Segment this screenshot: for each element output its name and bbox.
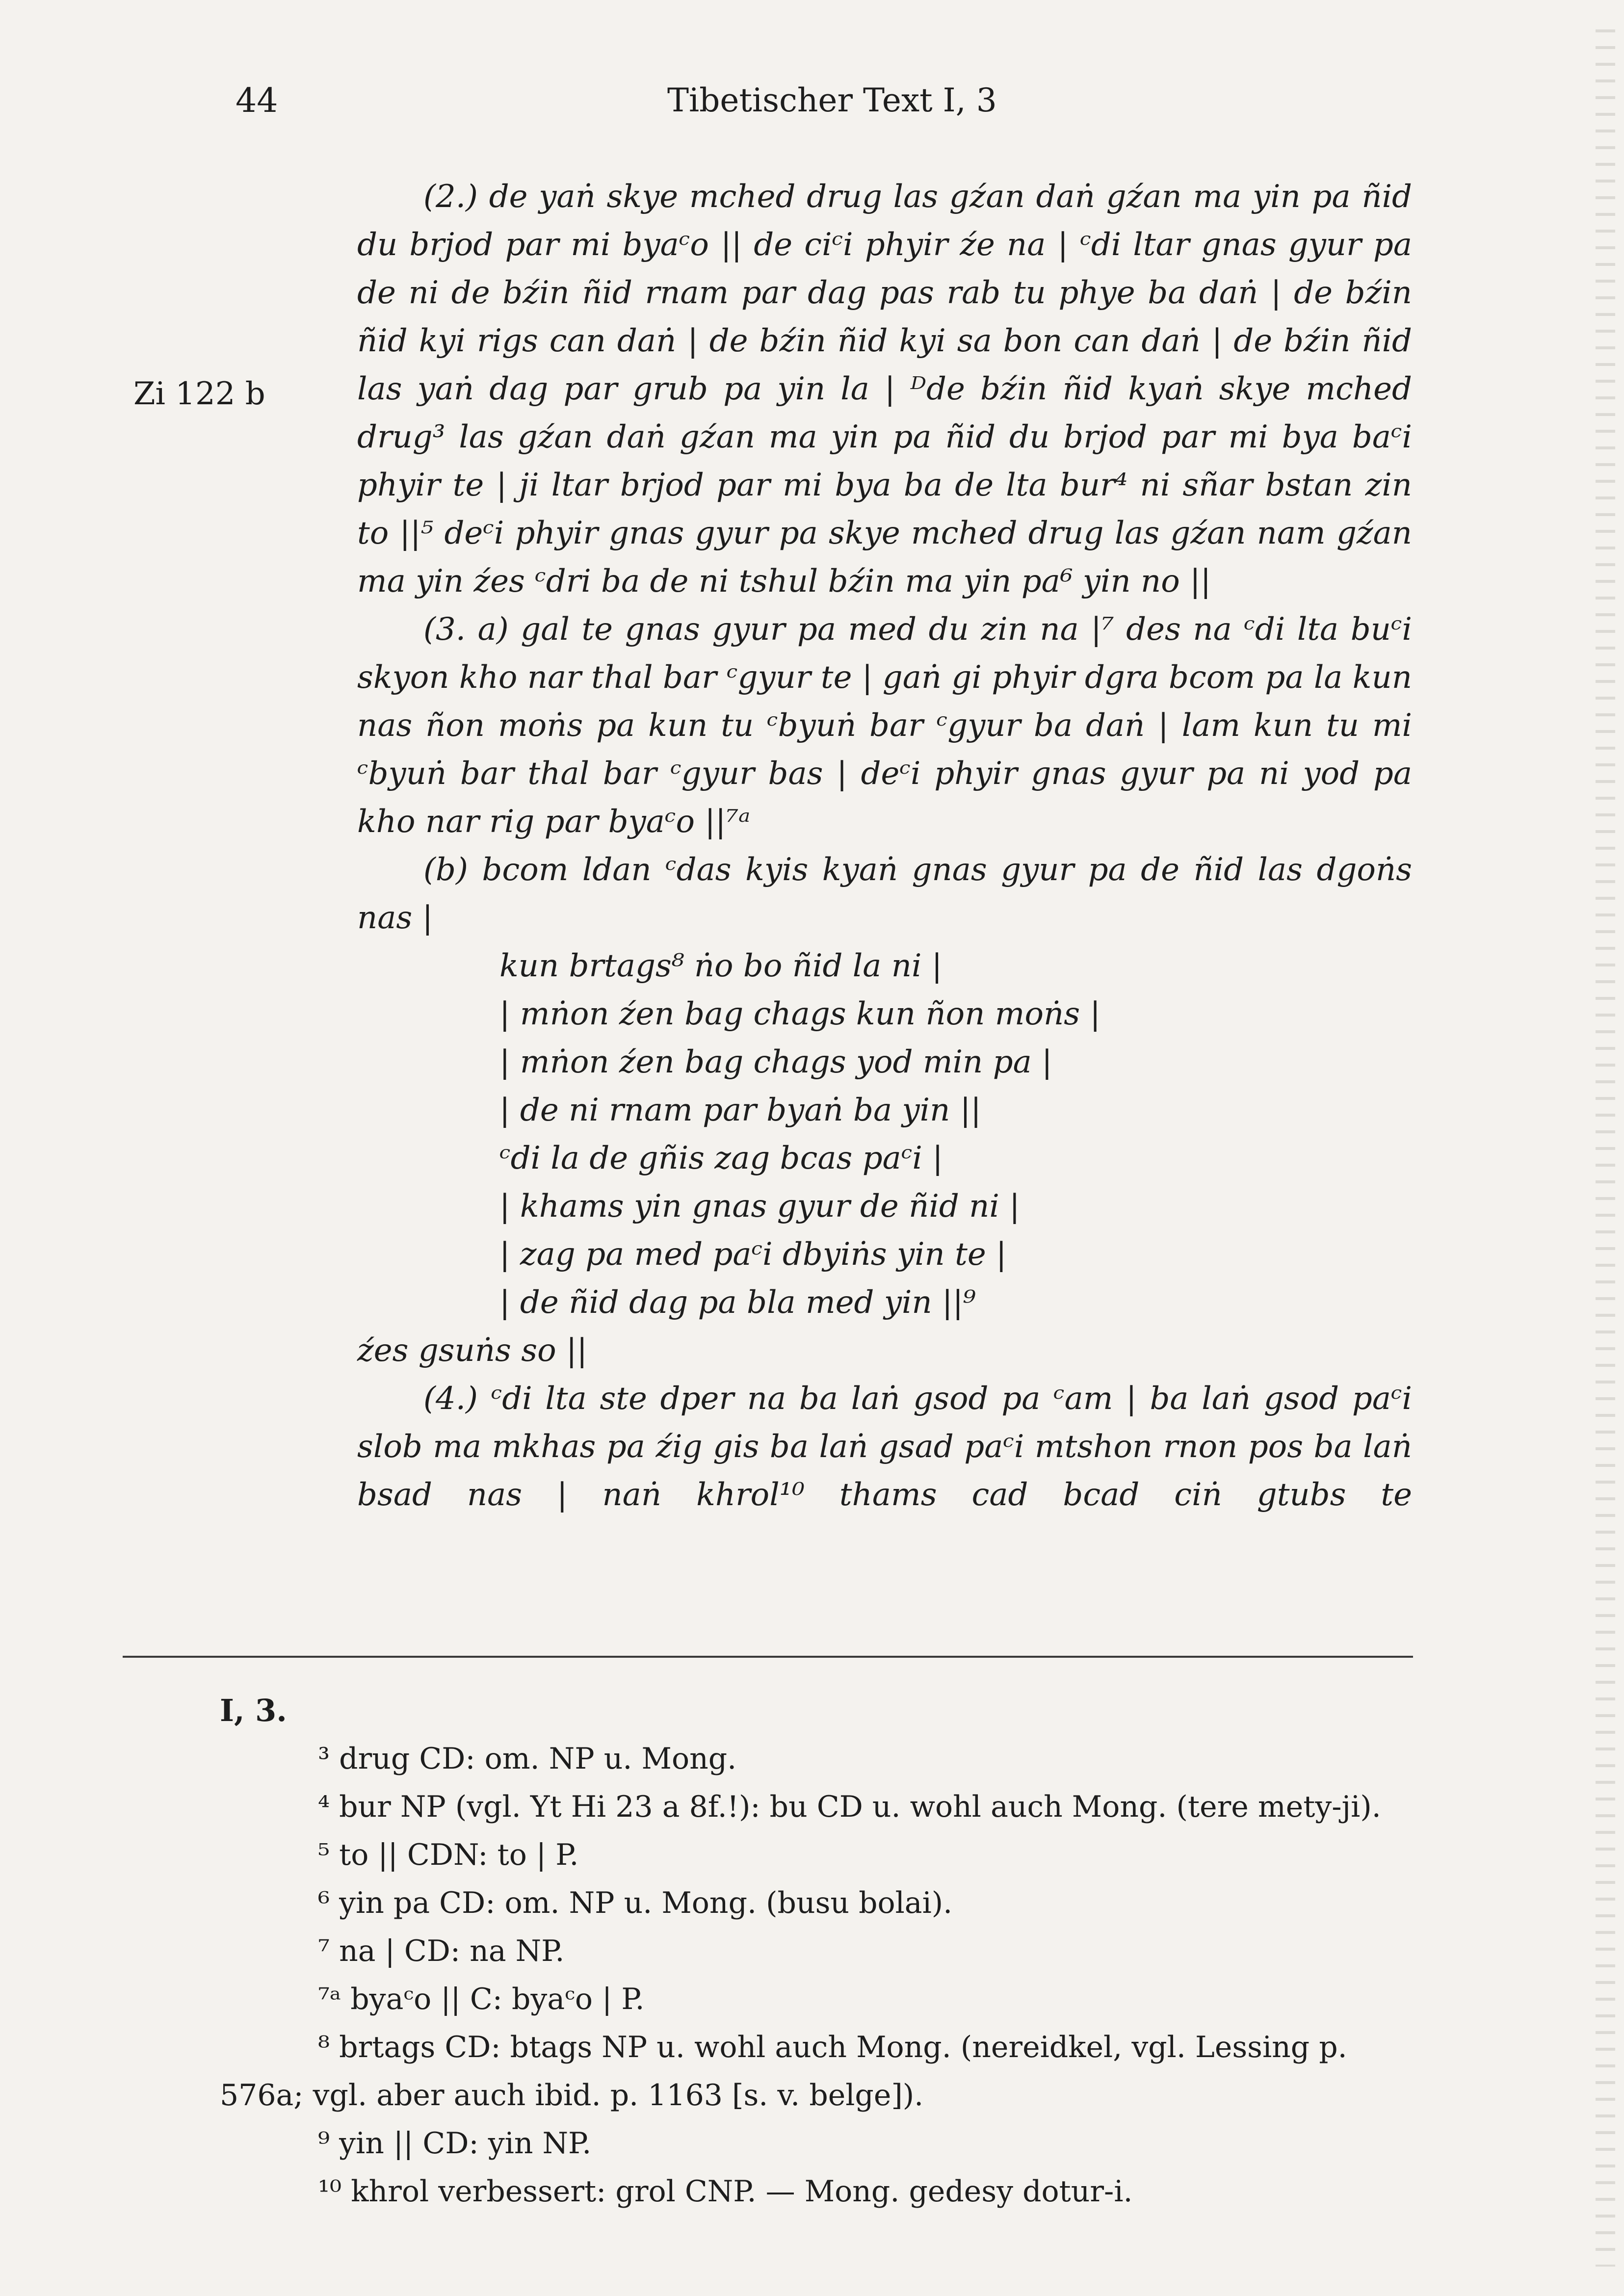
footnote-9: ⁹ yin || CD: yin NP. [318, 2126, 592, 2161]
footnote-8: ⁸ brtags CD: btags NP u. wohl auch Mong. (nereidkel, vgl. Lessing p. 576a; vgl. aber auch ibid. p. 1163 [s. v. belge]). [220, 2030, 1347, 2113]
verse-line: | de ni rnam par byaṅ ba yin || [499, 1092, 981, 1128]
footnote-10: ¹⁰ khrol verbessert: grol CNP. — Mong. gedesy dotur-i. [318, 2174, 1133, 2209]
footnotes [220, 1687, 1413, 2216]
verse-line: | mṅon źen bag chags yod min pa | [499, 1044, 1052, 1080]
verse-line: ᶜdi la de gñis zag bcas paᶜi | [499, 1140, 943, 1176]
paragraph-4: (4.) ᶜdi lta ste dper na ba laṅ gsod pa ᶜam | ba laṅ gsod paᶜi slob ma mkhas pa źig gis ba laṅ gsad paᶜi mtshon rnon pos ba laṅ bsad nas | naṅ khrol¹⁰ thams cad bcad ciṅ gtubs te [357, 1381, 1412, 1513]
footnote-6: ⁶ yin pa CD: om. NP u. Mong. (busu bolai). [318, 1886, 953, 1920]
verse-line: | mṅon źen bag chags kun ñon moṅs | [499, 996, 1100, 1032]
running-head: Tibetischer Text I, 3 [667, 81, 997, 119]
page-number: 44 [236, 81, 278, 120]
main-text [357, 173, 1412, 1519]
paragraph-3a: (3. a) gal te gnas gyur pa med du zin na |⁷ des na ᶜdi lta buᶜi skyon kho nar thal bar ᶜgyur te | gaṅ gi phyir dgra bcom pa la kun nas ñon moṅs pa kun tu ᶜbyuṅ bar ᶜgyur ba daṅ | lam kun tu mi ᶜbyuṅ bar thal bar ᶜgyur bas | deᶜi phyir gnas gyur pa ni yod pa kho nar rig par byaᶜo ||⁷ᵃ [357, 611, 1412, 840]
verse-line: kun brtags⁸ ṅo bo ñid la ni | [499, 948, 943, 984]
footnote-4: ⁴ bur NP (vgl. Yt Hi 23 a 8f.!): bu CD u. wohl auch Mong. (tere mety-ji). [318, 1790, 1381, 1824]
margin-reference: Zi 122 b [133, 376, 265, 412]
verse-block [499, 942, 1412, 1327]
verse-line: | de ñid dag pa bla med yin ||⁹ [499, 1284, 976, 1321]
footnote-3: ³ drug CD: om. NP u. Mong. [318, 1742, 737, 1776]
closing-line: źes gsuṅs so || [357, 1332, 588, 1369]
footnote-5: ⁵ to || CDN: to | P. [318, 1838, 579, 1872]
verse-line: | khams yin gnas gyur de ñid ni | [499, 1188, 1020, 1225]
paragraph-2: (2.) de yaṅ skye mched drug las gźan daṅ gźan ma yin pa ñid du brjod par mi byaᶜo || de ciᶜi phyir źe na | ᶜdi ltar gnas gyur pa de ni de bźin ñid rnam par dag pas rab tu phye ba daṅ | de bźin ñid kyi rigs can daṅ | de bźin ñid kyi sa bon can daṅ | de bźin ñid las yaṅ dag par grub pa yin la | ᴰde bźin ñid kyaṅ skye mched drug³ las gźan daṅ gźan ma yin pa ñid du brjod par mi bya baᶜi phyir te | ji ltar brjod par mi bya ba de lta bur⁴ ni sñar bstan zin to ||⁵ deᶜi phyir gnas gyur pa skye mched drug las gźan nam gźan ma yin źes ᶜdri ba de ni tshul bźin ma yin pa⁶ yin no || [357, 179, 1412, 600]
footnote-7: ⁷ na | CD: na NP. [318, 1934, 565, 1968]
footnote-7a: ⁷ᵃ byaᶜo || C: byaᶜo | P. [318, 1982, 645, 2016]
page-edge-shadow [1596, 29, 1615, 2267]
paragraph-3b: (b) bcom ldan ᶜdas kyis kyaṅ gnas gyur pa de ñid las dgoṅs nas | [357, 852, 1412, 936]
footnote-section-heading: I, 3. [220, 1693, 287, 1728]
verse-line: | zag pa med paᶜi dbyiṅs yin te | [499, 1236, 1007, 1273]
footnote-rule [123, 1656, 1413, 1658]
